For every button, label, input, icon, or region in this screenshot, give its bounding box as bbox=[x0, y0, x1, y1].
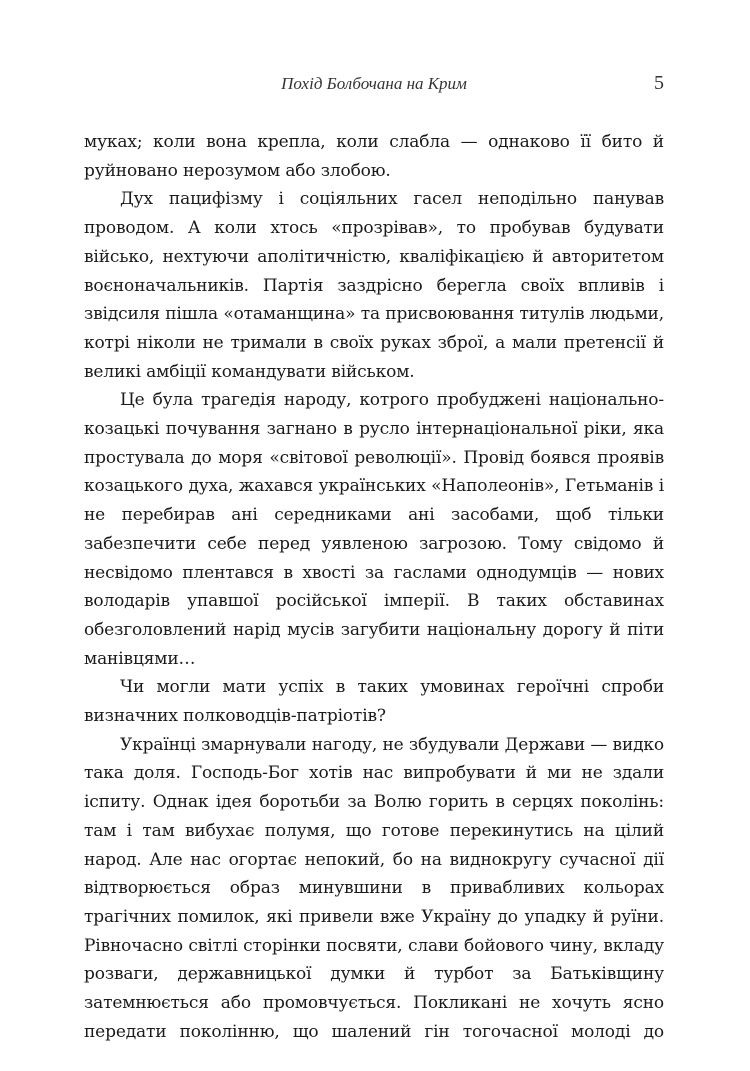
running-title: Похід Болбочана на Крим bbox=[281, 74, 467, 93]
paragraph-question: Чи могли мати успіх в таких умовинах героїчні спроби визначних полководців-патріотів? bbox=[84, 677, 664, 727]
page-number: 5 bbox=[654, 72, 664, 94]
body-text bbox=[84, 128, 664, 1047]
paragraph-pacifism: Дух пацифізму і соціяльних гасел неподільно панував проводом. А коли хтось «прозрівав», то пробував будувати військо, нехтуючи аполітичністю, кваліфікацією й авторитетом воєноначальників. Партія заздрісно берегла своїх впливів і звідсиля пішла «отаманщина» та присвоювання титулів людьми, котрі ніколи не тримали в своїх руках зброї, а мали претенсії й великі амбіції командувати військом. bbox=[84, 189, 664, 382]
paragraph-continued: муках; коли вона крепла, коли слабла — однаково її бито й руйновано нерозумом або злобою. bbox=[84, 132, 664, 181]
page-header bbox=[84, 72, 664, 98]
paragraph-lost-chance: Українці змарнували нагоду, не збудували Держави — видко така доля. Господь-Бог хотів нас випробувати й ми не здали іспиту. Однак ідея боротьби за Волю горить в серцях поколінь: там і там вибухає полумя, що готове перекинутись на цілий народ. Але нас огортає непокий, бо на виднокругу сучасної дії відтворюється образ минувшини в привабливих кольорах трагічних помилок, які привели вже Україну до упадку й руїни. Рівночасно світлі сторінки посвяти, слави бойового чину, вкладу розваги, державницької думки й турбот за Батьківщину затемнюється або промовчується. Покликані не хочуть ясно передати поколінню, що шалений гін тогочасної молоді до bbox=[84, 734, 664, 1042]
paragraph-tragedy: Це була трагедія народу, котрого пробуджені національно-козацькі почування загнано в русло інтернаціональної ріки, яка простувала до моря «світової революції». Провід боявся проявів козацького духа, жахався українських «Наполеонів», Гетьманів і не перебирав ані середниками ані засобами, щоб тільки забезпечити себе перед уявленою загрозою. Тому свідомо й несвідомо плентався в хвості за гаслами однодумців — нових володарів упавшої російської імперії. В таких обставинах обезголовлений нарід мусів загубити національну дорогу й піти манівцями… bbox=[84, 390, 664, 669]
